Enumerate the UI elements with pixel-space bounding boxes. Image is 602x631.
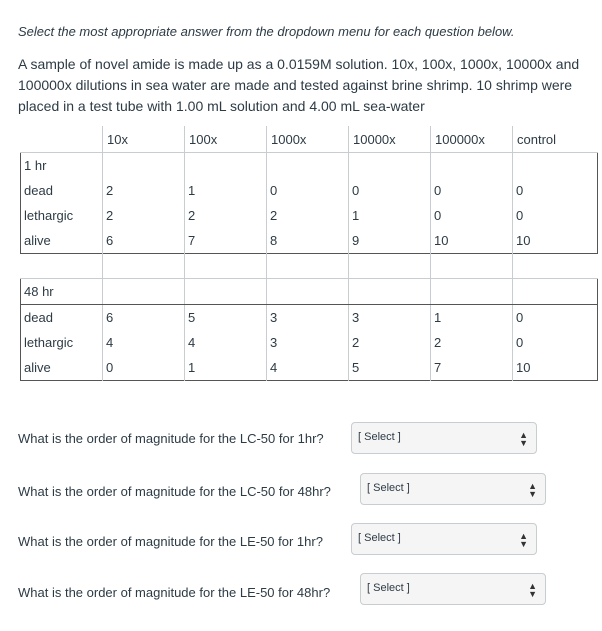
problem-description: A sample of novel amide is made up as a 0.0159M solution. 10x, 100x, 1000x, 10000x and 100000x dilutions in sea water are made and tested against brine shrimp. 10 shrimp were placed in a test tube with 1.00 mL solution and 4.00 mL sea-water: [18, 56, 580, 114]
cell: 3: [267, 305, 349, 331]
cell: 0: [513, 305, 598, 331]
answer-select-lc50-1hr[interactable]: [351, 422, 537, 454]
header-cell: control: [513, 126, 598, 153]
results-table: [20, 126, 598, 381]
table-row: [21, 355, 598, 381]
table-header-row: [21, 126, 598, 153]
group-label-row: [21, 279, 598, 305]
cell: 2: [349, 330, 431, 355]
table-row: [21, 228, 598, 254]
cell: 4: [267, 355, 349, 381]
select-arrows-icon: ▲ ▼: [519, 531, 528, 549]
header-cell: 10x: [103, 126, 185, 153]
cell: 4: [185, 330, 267, 355]
header-cell: 100000x: [431, 126, 513, 153]
cell: 0: [513, 330, 598, 355]
group-48hr: [21, 279, 598, 381]
answer-select-le50-1hr[interactable]: [351, 523, 537, 555]
header-cell: [21, 126, 103, 153]
table-spacer-row: [21, 254, 598, 279]
cell: 6: [103, 305, 185, 331]
row-label: alive: [24, 233, 51, 248]
row-label: lethargic: [24, 208, 74, 223]
row-label: dead: [24, 310, 53, 325]
cell: 10: [513, 355, 598, 381]
cell: 0: [431, 203, 513, 228]
question-lc50-1hr: What is the order of magnitude for the LC-50 for 1hr?: [18, 431, 324, 446]
select-value: [ Select ]: [358, 431, 401, 443]
cell: 10: [431, 228, 513, 254]
row-label: alive: [24, 360, 51, 375]
cell: 1: [185, 355, 267, 381]
question-le50-1hr: What is the order of magnitude for the LE-50 for 1hr?: [18, 534, 323, 549]
table-row: [21, 203, 598, 228]
cell: 2: [267, 203, 349, 228]
row-label: lethargic: [24, 335, 74, 350]
cell: 8: [267, 228, 349, 254]
cell: 0: [349, 178, 431, 203]
header-cell: 1000x: [267, 126, 349, 153]
cell: 3: [267, 330, 349, 355]
row-label: dead: [24, 183, 53, 198]
cell: 5: [185, 305, 267, 331]
cell: 9: [349, 228, 431, 254]
table-row: [21, 305, 598, 331]
select-value: [ Select ]: [367, 482, 410, 494]
select-value: [ Select ]: [367, 582, 410, 594]
answer-select-le50-48hr[interactable]: [360, 573, 546, 605]
instructions: Select the most appropriate answer from the dropdown menu for each question below.: [18, 24, 515, 39]
cell: 4: [103, 330, 185, 355]
cell: 0: [513, 203, 598, 228]
cell: 5: [349, 355, 431, 381]
group-label-row: [21, 153, 598, 179]
cell: 0: [103, 355, 185, 381]
question-lc50-48hr: What is the order of magnitude for the LC-50 for 48hr?: [18, 484, 331, 499]
cell: 2: [103, 203, 185, 228]
cell: 0: [431, 178, 513, 203]
cell: 7: [431, 355, 513, 381]
select-arrows-icon: ▲ ▼: [528, 481, 537, 499]
table-row: [21, 178, 598, 203]
answer-select-lc50-48hr[interactable]: [360, 473, 546, 505]
cell: 2: [185, 203, 267, 228]
cell: 0: [267, 178, 349, 203]
header-cell: 100x: [185, 126, 267, 153]
cell: 2: [103, 178, 185, 203]
group-label: 1 hr: [24, 158, 47, 173]
cell: 3: [349, 305, 431, 331]
header-cell: 10000x: [349, 126, 431, 153]
group-label: 48 hr: [21, 279, 103, 305]
cell: 2: [431, 330, 513, 355]
cell: 6: [103, 228, 185, 254]
cell: 7: [185, 228, 267, 254]
cell: 0: [513, 178, 598, 203]
group-1hr: [21, 153, 598, 254]
select-value: [ Select ]: [358, 532, 401, 544]
cell: 1: [185, 178, 267, 203]
question-le50-48hr: What is the order of magnitude for the LE-50 for 48hr?: [18, 585, 331, 600]
cell: 10: [513, 228, 598, 254]
cell: 1: [349, 203, 431, 228]
select-arrows-icon: ▲ ▼: [528, 581, 537, 599]
cell: 1: [431, 305, 513, 331]
select-arrows-icon: ▲ ▼: [519, 430, 528, 448]
table-row: [21, 330, 598, 355]
